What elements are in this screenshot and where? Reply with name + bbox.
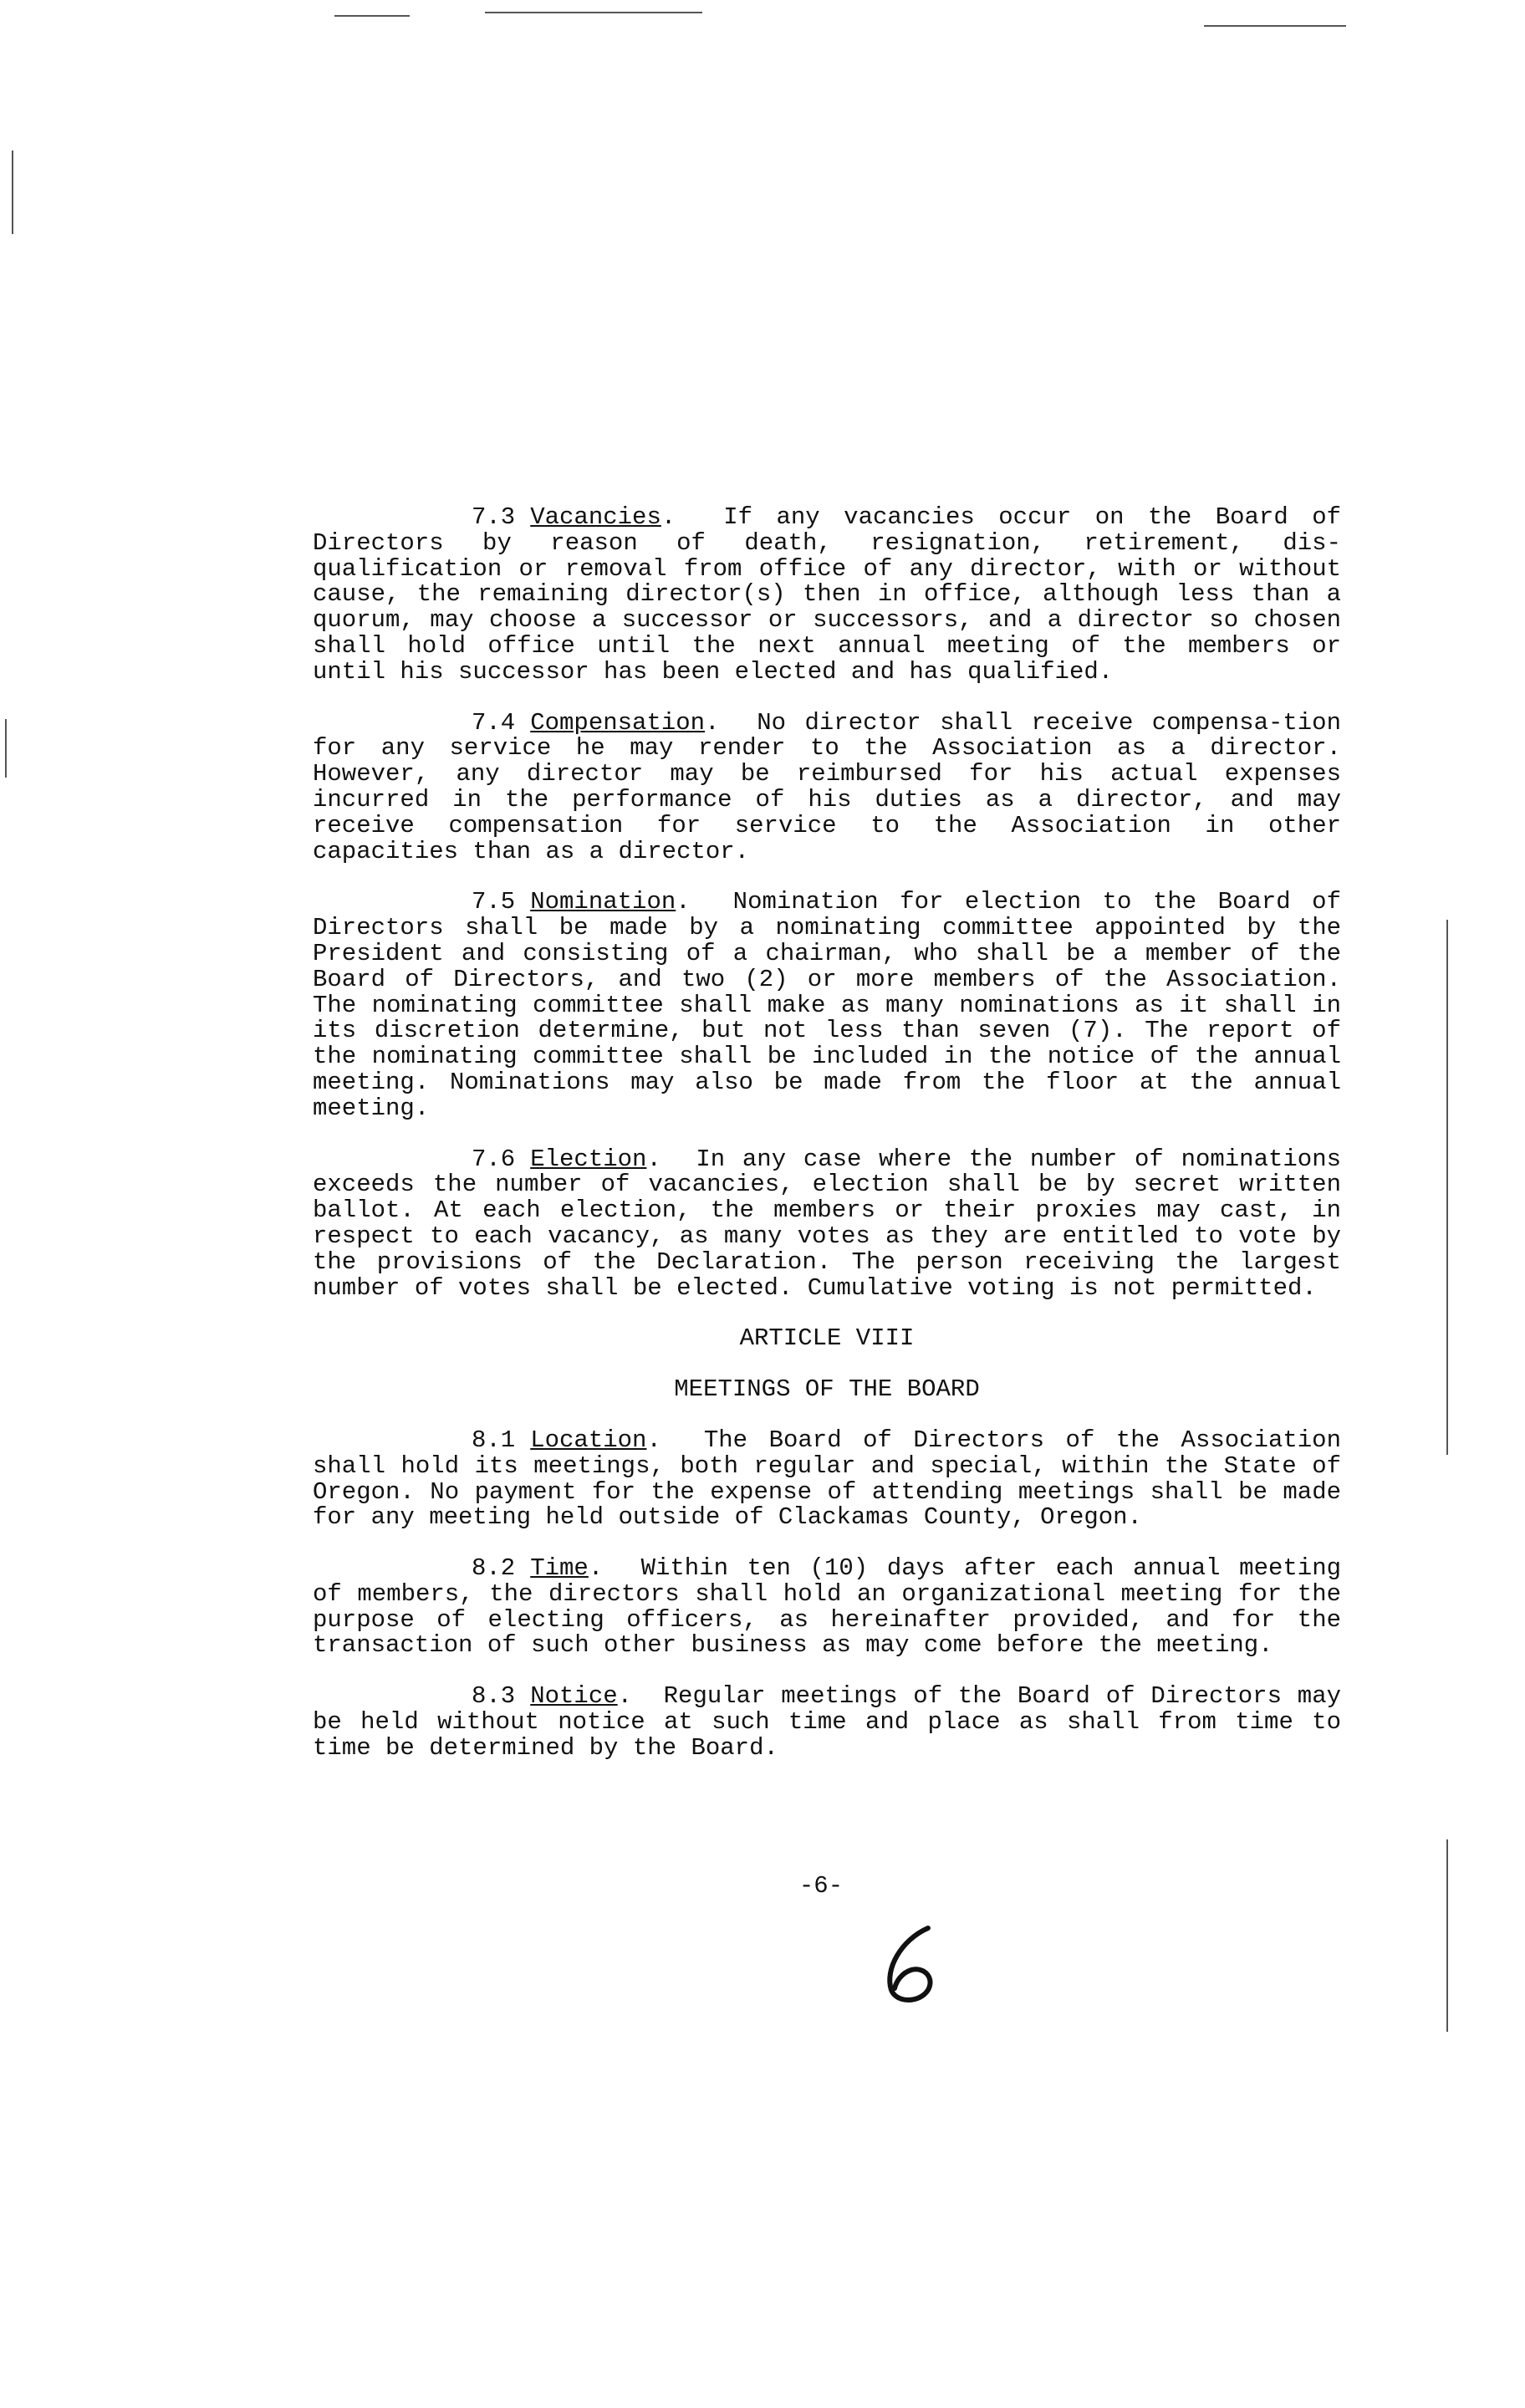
scan-artifact-top-line [485, 12, 702, 13]
section-7-6 [313, 1147, 1341, 1302]
section-heading: Notice [530, 1682, 618, 1711]
section-heading: Compensation [530, 708, 706, 737]
section-number: 7.4 [472, 708, 516, 737]
section-8-2 [313, 1556, 1341, 1659]
section-8-1 [313, 1428, 1341, 1531]
section-period: . [660, 503, 724, 531]
section-number: 8.1 [472, 1426, 516, 1454]
scan-artifact-left-edge [5, 719, 7, 778]
scan-artifact-top-line [1204, 25, 1346, 27]
section-7-4 [313, 708, 1341, 865]
section-7-3 [313, 505, 1341, 686]
section-period: . [617, 1682, 664, 1711]
section-body: Regular meetings of the Board of Directors may be held without notice at such time and place as shall from time to time be determined by the Board. [313, 1682, 1341, 1762]
document-body [313, 505, 1341, 1762]
section-number: 8.2 [472, 1554, 516, 1583]
article-number: ARTICLE VIII [739, 1324, 915, 1353]
section-heading: Time [530, 1554, 589, 1583]
section-period: . [705, 708, 757, 737]
section-period: . [646, 1426, 704, 1454]
section-8-3 [313, 1684, 1341, 1761]
section-heading: Vacancies [530, 503, 661, 531]
scan-artifact-right-edge [1446, 920, 1448, 1455]
article-title: MEETINGS OF THE BOARD [674, 1375, 980, 1404]
section-number: 7.6 [472, 1145, 516, 1173]
scan-artifact-left-edge [12, 150, 13, 234]
handwritten-page-number [876, 1923, 951, 2007]
section-body: No director shall receive compensa-tion for any service he may render to the Association as a director. However, any director may be reimbursed for his actual expenses incurred in the performance of his duties as a director, and may receive compensation for service to the Association in other capacities than as a director. [313, 708, 1341, 865]
section-heading: Location [530, 1426, 647, 1454]
section-heading: Nomination [530, 888, 676, 916]
scan-artifact-top-line [334, 15, 410, 17]
section-number: 7.5 [472, 888, 516, 916]
section-body: In any case where the number of nominations exceeds the number of vacancies, election shall be by secret written ballot. At each election, the members or their proxies may cast, in respect to each vacancy, as many votes as they are entitled to vote by the provisions of the Declaration. The person receiving the largest number of votes shall be elected. Cumulative voting is not permitted. [313, 1145, 1341, 1302]
section-body: Within ten (10) days after each annual meeting of members, the directors shall hold an organizational meeting for the purpose of electing officers, as hereinafter provided, and for the transaction of such other business as may come before the meeting. [313, 1554, 1341, 1660]
section-number: 8.3 [472, 1682, 516, 1711]
section-number: 7.3 [472, 503, 516, 531]
section-body: Nomination for election to the Board of Directors shall be made by a nominating committee appointed by the President and consisting of a chairman, who shall be a member of the Board of Directors, and two (2) or more members of the Association. The nominating committee shall make as many nominations as it shall in its discretion determine, but not less than seven (7). The report of the nominating committee shall be included in the notice of the annual meeting. Nominations may also be made from the floor at the annual meeting. [313, 888, 1341, 1122]
section-body: If any vacancies occur on the Board of Directors by reason of death, resignation, retirement, dis-qualification or removal from office of any director, with or without cause, the remaining director(s) then in office, although less than a quorum, may choose a successor or successors, and a director so chosen shall hold office until the next annual meeting of the members or until his successor has been elected and has qualified. [313, 503, 1342, 686]
section-period: . [588, 1554, 641, 1583]
section-heading: Election [530, 1145, 647, 1173]
section-period: . [646, 1145, 696, 1173]
section-body: The Board of Directors of the Association shall hold its meetings, both regular and special, within the State of Oregon. No payment for the expense of attending meetings shall be made for any meeting held outside of Clackamas County, Oregon. [313, 1426, 1341, 1532]
scan-artifact-right-edge [1446, 1839, 1448, 2032]
section-7-5 [313, 890, 1341, 1121]
section-period: . [676, 888, 733, 916]
page-number: -6- [798, 1872, 844, 1900]
